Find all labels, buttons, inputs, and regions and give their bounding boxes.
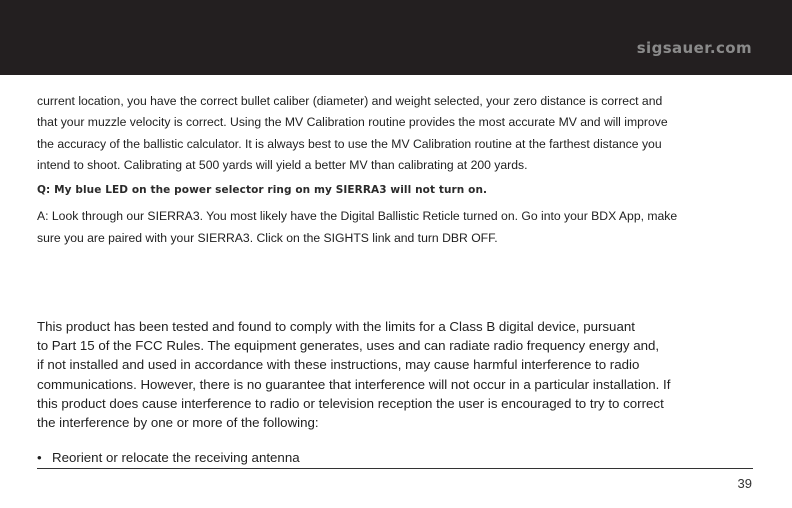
bullet-marker: • (37, 450, 42, 465)
answer-line: A: Look through our SIERRA3. You most likely have the Digital Ballistic Reticle turned on. Go into your BDX App, make (37, 209, 678, 223)
footer-divider (37, 468, 753, 469)
fcc-line: communications. However, there is no guarantee that interference will not occur in a particular installation. If (37, 376, 671, 392)
page-header-bar (0, 0, 792, 75)
paragraph-line: that your muzzle velocity is correct. Using the MV Calibration routine provides the most accurate MV and will improve (37, 115, 668, 130)
fcc-line: this product does cause interference to radio or television reception the user is encouraged to try to correct (37, 395, 664, 411)
fcc-line: This product has been tested and found to comply with the limits for a Class B digital device, pursuant (37, 319, 635, 334)
page-number: 39 (737, 476, 752, 491)
fcc-line: if not installed and used in accordance with these instructions, may cause harmful interference to radio (37, 357, 640, 373)
bullet-text: Reorient or relocate the receiving antenna (52, 450, 300, 465)
mv-calibration-paragraph (37, 91, 757, 176)
bullet-list-item (37, 450, 757, 465)
fcc-line: to Part 15 of the FCC Rules. The equipment generates, uses and can radiate radio frequency energy and, (37, 338, 660, 354)
site-url[interactable]: sigsauer.com (636, 39, 752, 57)
faq-answer (37, 205, 757, 249)
fcc-compliance-paragraph (37, 317, 757, 432)
answer-line: sure you are paired with your SIERRA3. Click on the SIGHTS link and turn DBR OFF. (37, 231, 498, 245)
fcc-line: the interference by one or more of the following: (37, 415, 319, 431)
faq-question: Q: My blue LED on the power selector ring on my SIERRA3 will not turn on. (37, 184, 488, 196)
paragraph-line: current location, you have the correct bullet caliber (diameter) and weight selected, your zero distance is correct and (37, 94, 663, 108)
paragraph-line: the accuracy of the ballistic calculator. It is always best to use the MV Calibration routine at the farthest distance you (37, 136, 662, 151)
paragraph-line: intend to shoot. Calibrating at 500 yards will yield a better MV than calibrating at 200 yards. (37, 157, 528, 172)
